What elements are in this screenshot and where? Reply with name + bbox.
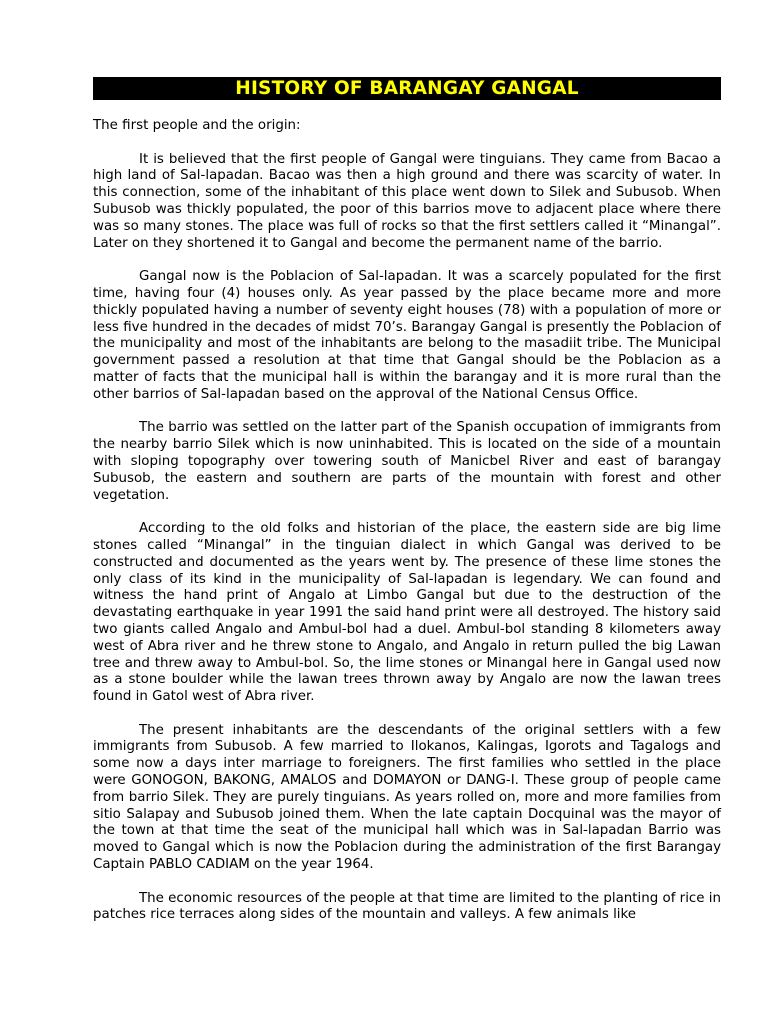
document-title: HISTORY OF BARANGAY GANGAL xyxy=(93,77,721,100)
document-body xyxy=(93,118,721,924)
paragraph-poblacion: Gangal now is the Poblacion of Sal-lapadan. It was a scarcely populated for the first time, having four (4) houses only. As year passed by the place became more and more thickly populated having a number of seventy eight houses (78) with a population of more or less five hundred in the decades of midst 70’s. Barangay Gangal is presently the Poblacion of the municipality and most of the inhabitants are belong to the masadiit tribe. The Municipal government passed a resolution at that time that Gangal should be the Poblacion as a matter of facts that the municipal hall is within the barangay and it is more rural than the other barrios of Sal-lapadan based on the approval of the National Census Office. xyxy=(93,269,721,402)
paragraph-legend: According to the old folks and historian of the place, the eastern side are big lime stones called “Minangal” in the tinguian dialect in which Gangal was derived to be constructed and documented as the years went by. The presence of these lime stones the only class of its kind in the municipality of Sal-lapadan is legendary. We can found and witness the hand print of Angalo at Limbo Gangal but due to the destruction of the devastating earthquake in year 1991 the said hand print were all destroyed. The history said two giants called Angalo and Ambul-bol had a duel. Ambul-bol standing 8 kilometers away west of Abra river and he threw stone to Angalo, and Angalo in return pulled the big Lawan tree and threw away to Ambul-bol. So, the lime stones or Minangal here in Gangal used now as a stone boulder while the lawan trees thrown away by Angalo are now the lawan trees found in Gatol west of Abra river. xyxy=(93,521,721,705)
paragraph-inhabitants: The present inhabitants are the descendants of the original settlers with a few immigrants from Subusob. A few married to Ilokanos, Kalingas, Igorots and Tagalogs and some now a days inter marriage to foreigners. The first families who settled in the place were GONOGON, BAKONG, AMALOS and DOMAYON or DANG-I. These group of people came from barrio Silek. They are purely tinguians. As years rolled on, more and more families from sitio Salapay and Subusob joined them. When the late captain Docquinal was the mayor of the town at that time the seat of the municipal hall which was in Sal-lapadan Barrio was moved to Gangal which is now the Poblacion during the administration of the first Barangay Captain PABLO CADIAM on the year 1964. xyxy=(93,722,721,873)
paragraph-origin: It is believed that the first people of Gangal were tinguians. They came from Bacao a high land of Sal-lapadan. Bacao was then a high ground and there was scarcity of water. In this connection, some of the inhabitant of this place went down to Silek and Subusob. When Subusob was thickly populated, the poor of this barrios move to adjacent place where there was so many stones. The place was full of rocks so that the first settlers called it “Minangal”. Later on they shortened it to Gangal and become the permanent name of the barrio. xyxy=(93,151,721,251)
paragraph-economy: The economic resources of the people at that time are limited to the planting of rice in patches rice terraces along sides of the mountain and valleys. A few animals like xyxy=(93,890,721,923)
section-subheading: The first people and the origin: xyxy=(93,118,301,133)
paragraph-settlement: The barrio was settled on the latter part of the Spanish occupation of immigrants from the nearby barrio Silek which is now uninhabited. This is located on the side of a mountain with sloping topography over towering south of Manicbel River and east of barangay Subusob, the eastern and southern are parts of the mountain with forest and other vegetation. xyxy=(93,420,721,503)
document-page xyxy=(93,77,721,941)
